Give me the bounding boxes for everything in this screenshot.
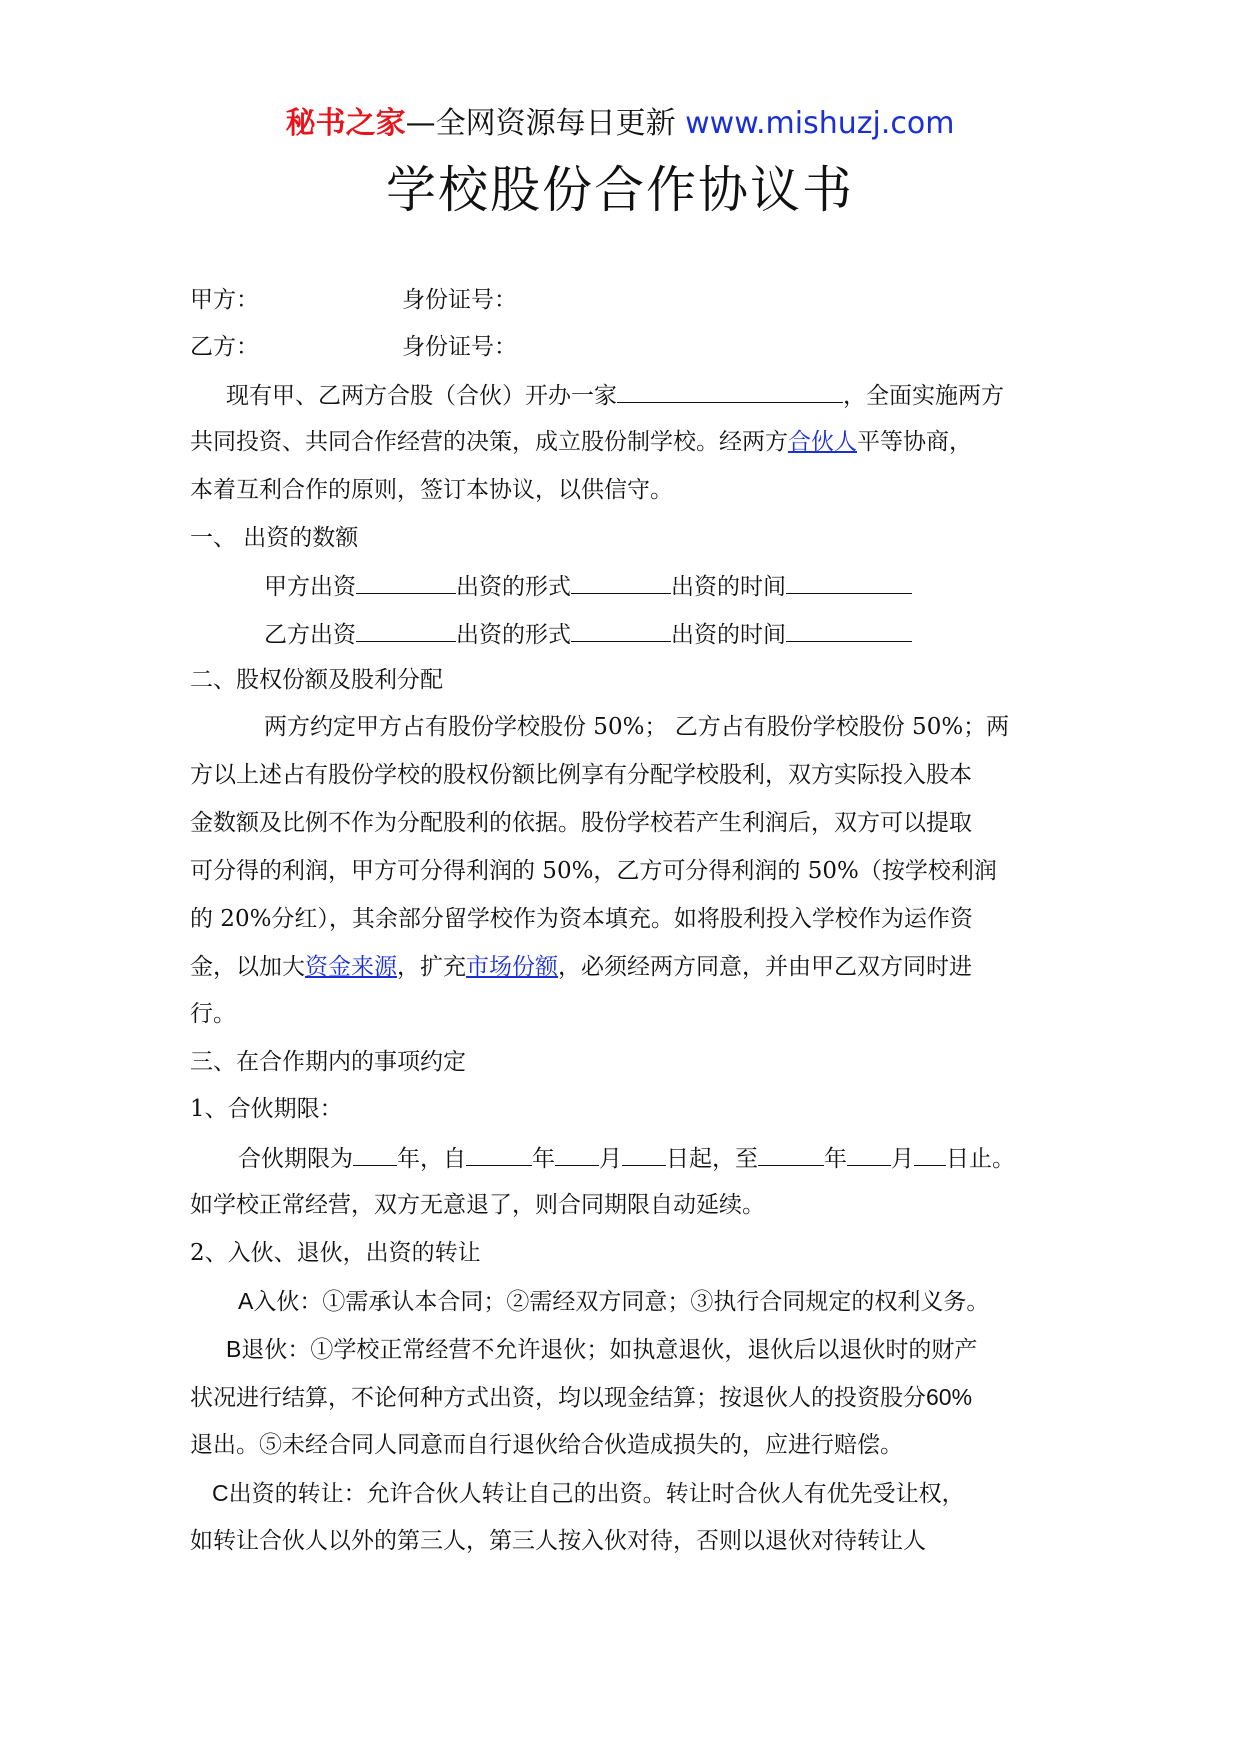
term-line: [238, 1141, 1015, 1175]
intro-text-2a: 共同投资、共同合作经营的决策，成立股份制学校。经两方: [190, 429, 788, 455]
term-text-1: 合伙期限为: [238, 1146, 353, 1172]
b-time-label: 出资的时间: [671, 622, 786, 648]
item-2-heading: 2、入伙、退伙，出资的转让: [190, 1240, 481, 1266]
b-contrib-label: 乙方出资: [264, 622, 356, 648]
section-2-line-6: [190, 951, 972, 983]
end-day-blank[interactable]: [914, 1141, 946, 1166]
watermark-header: [0, 104, 1240, 144]
party-a-contribution-row: [264, 569, 912, 603]
section-2-line-2: 方以上述占有股份学校的股权份额比例享有分配学校股利，双方实际投入股本: [190, 762, 972, 788]
b-contrib-time-blank[interactable]: [786, 617, 912, 642]
item-2-c-line-2: 如转让合伙人以外的第三人，第三人按入伙对待，否则以退伙对待转让人: [190, 1528, 926, 1554]
start-day-blank[interactable]: [622, 1141, 666, 1166]
c-letter: C: [212, 1480, 229, 1506]
c-text-1: 出资的转让：允许合伙人转让自己的出资。转让时合伙人有优先受让权，: [228, 1481, 965, 1507]
item-1-heading: 1、合伙期限：: [190, 1096, 343, 1122]
s2-text-6c: ，必须经两方同意，并由甲乙双方同时进: [558, 954, 972, 980]
section-2-line-7: 行。: [190, 1001, 236, 1027]
party-a-row: [190, 284, 517, 316]
intro-line-2: [190, 426, 972, 458]
term-text-6: 年: [824, 1146, 847, 1172]
document-title: 学校股份合作协议书: [386, 161, 854, 219]
a-contrib-form-blank[interactable]: [571, 569, 671, 594]
intro-line-1: [226, 378, 1004, 412]
term-text-5: 日起，至: [666, 1146, 758, 1172]
start-month-blank[interactable]: [555, 1141, 599, 1166]
party-b-id-label: 身份证号：: [402, 334, 517, 360]
intro-text-1a: 现有甲、乙两方合股（合伙）开办一家: [226, 383, 617, 409]
a-contrib-time-blank[interactable]: [786, 569, 912, 594]
term-text-7: 月: [891, 1146, 914, 1172]
s2-text-6b: ，扩充: [397, 954, 466, 980]
a-time-label: 出资的时间: [671, 574, 786, 600]
intro-text-1b: ，全面实施两方: [843, 383, 1004, 409]
section-1-heading: 一、 出资的数额: [190, 525, 359, 551]
b-form-label: 出资的形式: [456, 622, 571, 648]
term-line-2: 如学校正常经营，双方无意退了，则合同期限自动延续。: [190, 1192, 765, 1218]
item-2-b-line-3: 退出。⑤未经合同人同意而自行退伙给合伙造成损失的，应进行赔偿。: [190, 1432, 903, 1458]
market-share-link[interactable]: 市场份额: [466, 954, 558, 980]
party-b-label: 乙方：: [190, 334, 259, 360]
section-2-line-5: 的 20%分红），其余部分留学校作为资本填充。如将股利投入学校作为运作资: [190, 906, 973, 932]
party-a-label: 甲方：: [190, 287, 259, 313]
start-year-blank[interactable]: [466, 1141, 532, 1166]
a-letter: A: [238, 1288, 254, 1314]
capital-source-link[interactable]: 资金来源: [305, 954, 397, 980]
a-text: 入伙：①需承认本合同；②需经双方同意；③执行合同规定的权利义务。: [253, 1289, 990, 1315]
b-percent: 60%: [926, 1384, 973, 1410]
site-url[interactable]: www.mishuzj.com: [685, 106, 955, 141]
b-text-2: 状况进行结算，不论何种方式出资，均以现金结算；按退伙人的投资股分: [190, 1385, 926, 1411]
term-years-blank[interactable]: [353, 1141, 397, 1166]
term-text-3: 年: [532, 1146, 555, 1172]
term-text-8: 日止。: [946, 1146, 1015, 1172]
s2-text-6a: 金，以加大: [190, 954, 305, 980]
section-2-line-1: 两方约定甲方占有股份学校股份 50%； 乙方占有股份学校股份 50%；两: [264, 714, 1010, 740]
term-text-2: 年，自: [397, 1146, 466, 1172]
a-form-label: 出资的形式: [456, 574, 571, 600]
end-year-blank[interactable]: [758, 1141, 824, 1166]
party-b-row: [190, 331, 517, 363]
section-2-line-4: 可分得的利润，甲方可分得利润的 50%，乙方可分得利润的 50%（按学校利润: [190, 858, 997, 884]
party-b-contribution-row: [264, 617, 912, 651]
b-letter: B: [226, 1336, 242, 1362]
end-month-blank[interactable]: [847, 1141, 891, 1166]
party-a-id-label: 身份证号：: [402, 287, 517, 313]
school-name-blank[interactable]: [617, 378, 843, 403]
section-3-heading: 三、在合作期内的事项约定: [190, 1049, 466, 1075]
intro-text-2b: 平等协商，: [857, 429, 972, 455]
a-contrib-label: 甲方出资: [264, 574, 356, 600]
a-contrib-amount-blank[interactable]: [356, 569, 456, 594]
b-contrib-amount-blank[interactable]: [356, 617, 456, 642]
b-text-1: 退伙：①学校正常经营不允许退伙；如执意退伙，退伙后以退伙时的财产: [241, 1337, 978, 1363]
b-contrib-form-blank[interactable]: [571, 617, 671, 642]
partner-link[interactable]: 合伙人: [788, 429, 857, 455]
slogan: —全网资源每日更新: [405, 106, 676, 141]
item-2-b-line-2: [190, 1381, 972, 1414]
term-text-4: 月: [599, 1146, 622, 1172]
item-2-a: [238, 1285, 989, 1318]
section-2-line-3: 金数额及比例不作为分配股利的依据。股份学校若产生利润后，双方可以提取: [190, 810, 972, 836]
item-2-c-line-1: [212, 1477, 965, 1510]
item-2-b-line-1: [226, 1333, 977, 1366]
section-2-heading: 二、股权份额及股利分配: [190, 667, 443, 693]
brand-name: 秘书之家: [285, 106, 406, 141]
intro-line-3: 本着互利合作的原则，签订本协议，以供信守。: [190, 477, 673, 503]
